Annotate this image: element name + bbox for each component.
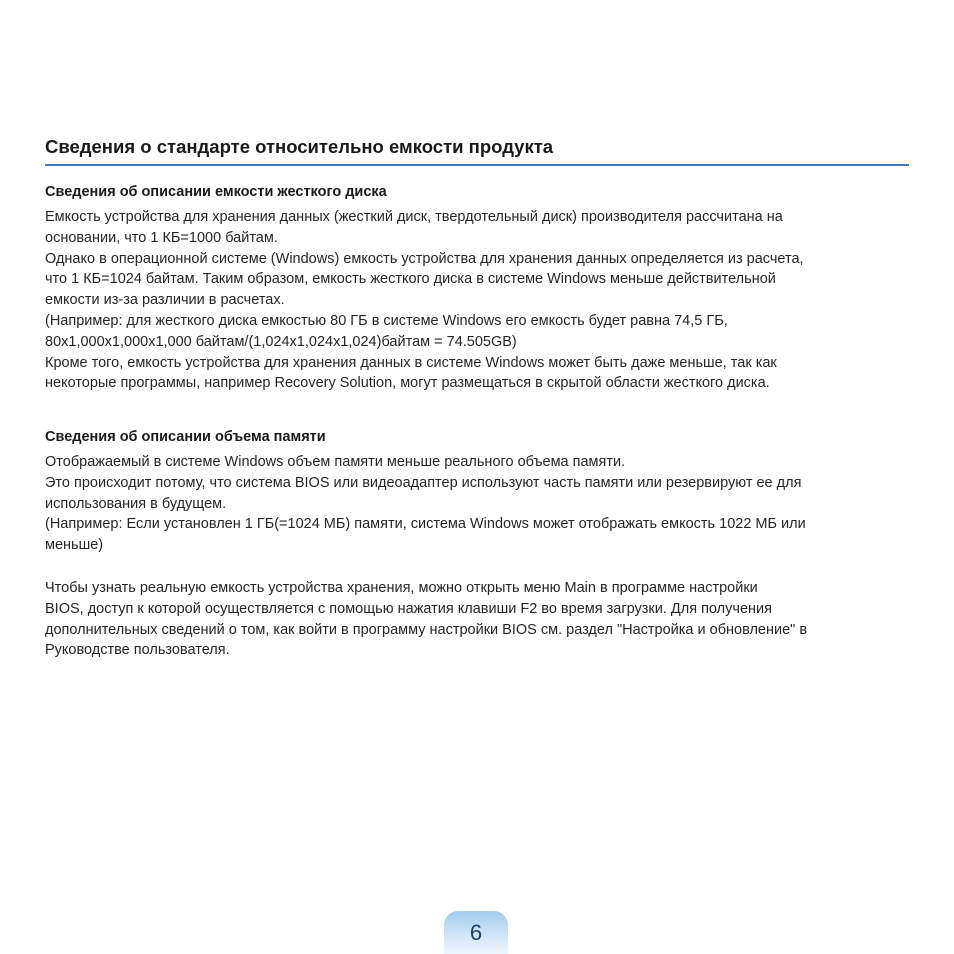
hdd-line: Однако в операционной системе (Windows) емкость устройства для хранения данных определяется из расчета, bbox=[45, 250, 804, 267]
hdd-line: Емкость устройства для хранения данных (жесткий диск, твердотельный диск) производителя рассчитана на bbox=[45, 209, 783, 225]
hdd-line: некоторые программы, например Recovery Solution, могут размещаться в скрытой области жесткого диска. bbox=[45, 375, 770, 392]
hdd-line: емкости из-за различии в расчетах. bbox=[45, 292, 285, 309]
page-number-tab bbox=[444, 911, 508, 954]
memory-line: (Например: Если установлен 1 ГБ(=1024 МБ) памяти, система Windows может отображать емкость 1022 МБ или bbox=[45, 516, 806, 533]
closing-paragraph bbox=[45, 578, 905, 661]
hdd-line: что 1 КБ=1024 байтам. Таким образом, емкость жесткого диска в системе Windows меньше действительной bbox=[45, 271, 776, 288]
hdd-line: (Например: для жесткого диска емкостью 80 ГБ в системе Windows его емкость будет равна 74,5 ГБ, bbox=[45, 312, 728, 329]
memory-section bbox=[45, 427, 905, 556]
hdd-line: Кроме того, емкость устройства для хранения данных в системе Windows может быть даже меньше, так как bbox=[45, 354, 777, 371]
memory-line: Отображаемый в системе Windows объем памяти меньше реального объема памяти. bbox=[45, 454, 626, 470]
closing-line: дополнительных сведений о том, как войти в программу настройки BIOS см. раздел "Настройка и обновление" в bbox=[45, 621, 808, 638]
closing-line: BIOS, доступ к которой осуществляется с помощью нажатия клавиши F2 во время загрузки. Для получения bbox=[45, 600, 772, 617]
memory-heading: Сведения об описании объема памяти bbox=[45, 429, 326, 445]
hdd-capacity-heading: Сведения об описании емкости жесткого диска bbox=[45, 184, 387, 200]
memory-line: Это происходит потому, что система BIOS или видеоадаптер используют часть памяти или резервируют ее для bbox=[45, 474, 802, 491]
closing-line: Руководстве пользователя. bbox=[45, 642, 230, 659]
memory-line: меньше) bbox=[45, 537, 104, 554]
closing-line: Чтобы узнать реальную емкость устройства хранения, можно открыть меню Main в программе настройки bbox=[45, 580, 758, 596]
hdd-line: 80x1,000x1,000x1,000 байтам/(1,024x1,024x1,024)байтам = 74.505GB) bbox=[45, 333, 517, 350]
page-title: Сведения о стандарте относительно емкости продукта bbox=[45, 135, 909, 166]
hdd-capacity-section bbox=[45, 182, 905, 394]
memory-line: использования в будущем. bbox=[45, 495, 227, 512]
page-number: 6 bbox=[469, 920, 483, 945]
hdd-line: основании, что 1 КБ=1000 байтам. bbox=[45, 229, 278, 246]
